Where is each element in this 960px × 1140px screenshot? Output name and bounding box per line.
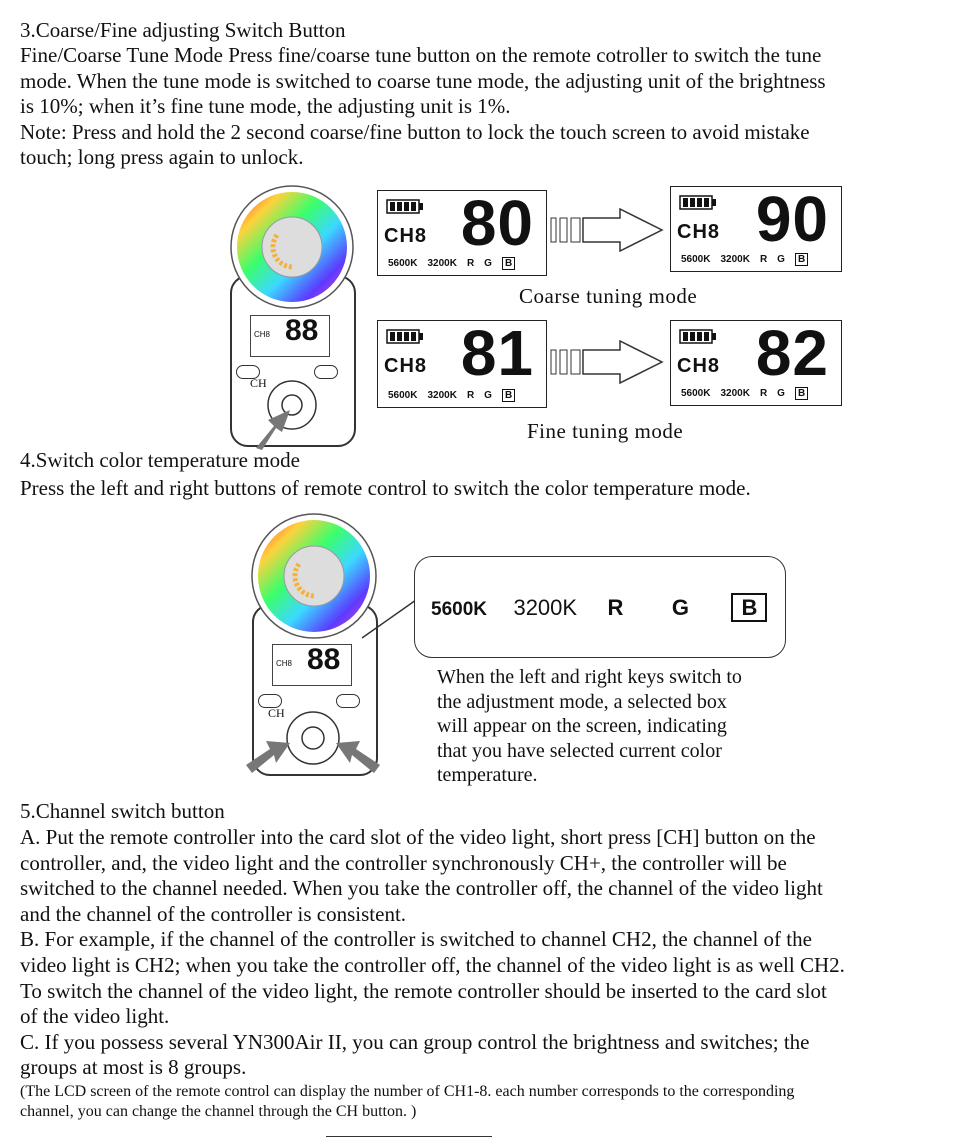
text-line: that you have selected current color — [437, 739, 722, 762]
mini-lcd-channel: CH8 — [254, 330, 271, 339]
mode-3200k: 3200K — [427, 390, 457, 401]
right-arrow-icon — [550, 208, 665, 252]
mode-g: G — [484, 258, 492, 269]
battery-icon — [679, 195, 717, 210]
callout-mode-row — [431, 595, 767, 621]
text-line: controller, and, the video light and the controller synchronously CH+, the controller will be — [20, 850, 787, 875]
mode-b: B — [502, 257, 515, 270]
battery-icon — [386, 329, 424, 344]
text-line: and the channel of the controller is consistent. — [20, 901, 407, 926]
lcd-fine-after — [670, 317, 842, 406]
text-line: mode. When the tune mode is switched to coarse tune mode, the adjusting unit of the brightness — [20, 68, 826, 93]
mode-row — [388, 390, 525, 401]
section-5-note — [20, 1082, 955, 1121]
text-line: A. Put the remote controller into the card slot of the video light, short press [CH] button on the — [20, 825, 816, 849]
mode-row — [388, 258, 525, 269]
battery-icon — [386, 199, 424, 214]
mini-lcd — [250, 315, 330, 357]
lcd-channel: CH8 — [677, 221, 721, 243]
callout-mode-g: G — [671, 595, 689, 620]
text-line: When the left and right keys switch to — [437, 666, 742, 688]
mode-b: B — [795, 387, 808, 400]
mode-3200k: 3200K — [427, 258, 457, 269]
mode-row — [681, 388, 818, 399]
mode-5600k: 5600K — [388, 258, 418, 269]
text-line: will appear on the screen, indicating — [437, 715, 727, 737]
fine-tuning-label: Fine tuning mode — [527, 419, 684, 443]
mode-5600k: 5600K — [388, 390, 418, 401]
mode-g: G — [777, 254, 785, 265]
section-3-heading: 3.Coarse/Fine adjusting Switch Button — [20, 18, 346, 42]
text-line: of the video light. — [20, 1004, 170, 1029]
battery-icon — [679, 329, 717, 344]
mode-row — [681, 254, 818, 265]
section-4-heading: 4.Switch color temperature mode — [20, 448, 300, 472]
remote-illustration — [244, 510, 394, 780]
text-line: C. If you possess several YN300Air II, you can group control the brightness and switches; the — [20, 1029, 810, 1054]
color-wheel-icon — [222, 185, 362, 310]
mode-5600k: 5600K — [681, 388, 711, 399]
section-5-heading: 5.Channel switch button — [20, 799, 225, 823]
lcd-brightness-value: 80 — [460, 187, 534, 259]
ch-label: CH — [268, 706, 285, 720]
lcd-coarse-before — [377, 187, 547, 276]
lcd-brightness-value: 82 — [755, 317, 829, 389]
lcd-channel: CH8 — [677, 355, 721, 377]
mini-lcd-value: 88 — [285, 314, 319, 347]
right-arrow-icon — [550, 340, 665, 384]
mode-5600k: 5600K — [681, 254, 711, 265]
dpad-with-arrow-icon — [252, 380, 342, 450]
text-line: To switch the channel of the video light, the remote controller should be inserted to the card slot — [20, 978, 827, 1003]
ch-label: CH — [250, 376, 267, 390]
footer-rule — [326, 1136, 492, 1137]
text-line: Note: Press and hold the 2 second coarse/fine button to lock the touch screen to avoid mistake — [20, 119, 810, 144]
lcd-brightness-value: 81 — [460, 317, 534, 389]
text-line: the adjustment mode, a selected box — [437, 690, 727, 713]
mini-lcd-channel: CH8 — [276, 659, 293, 668]
text-line: groups at most is 8 groups. — [20, 1055, 247, 1080]
remote-illustration — [222, 185, 362, 447]
text-line: is 10%; when it’s fine tune mode, the adjusting unit is 1%. — [20, 94, 511, 119]
coarse-tuning-label: Coarse tuning mode — [519, 284, 698, 308]
mode-g: G — [484, 390, 492, 401]
mode-g: G — [777, 388, 785, 399]
callout-mode-3200k: 3200K — [513, 595, 578, 620]
mode-r: R — [759, 254, 768, 265]
text-line: B. For example, if the channel of the controller is switched to channel CH2, the channel of the — [20, 927, 812, 952]
callout-mode-r: R — [607, 595, 624, 620]
mode-description — [437, 665, 777, 788]
mode-callout — [414, 556, 786, 658]
power-button[interactable] — [314, 365, 338, 379]
mode-b: B — [795, 253, 808, 266]
callout-connector — [360, 580, 420, 640]
mode-r: R — [466, 258, 475, 269]
text-line: (The LCD screen of the remote control can display the number of CH1-8. each number corresponds to the corresponding — [20, 1083, 795, 1100]
text-line: temperature. — [437, 764, 538, 786]
lcd-fine-before — [377, 317, 547, 408]
text-line: video light is CH2; when you take the controller off, the channel of the video light is as well CH2. — [20, 952, 845, 977]
lcd-brightness-value: 90 — [755, 183, 829, 255]
lcd-coarse-after — [670, 183, 842, 272]
mode-b: B — [502, 389, 515, 402]
mode-3200k: 3200K — [720, 254, 750, 265]
section-4-paragraph: Press the left and right buttons of remote control to switch the color temperature mode. — [20, 476, 751, 500]
text-line: Fine/Coarse Tune Mode Press fine/coarse tune button on the remote cotroller to switch the tune — [20, 43, 822, 67]
callout-mode-5600k: 5600K — [431, 599, 487, 620]
mode-r: R — [466, 390, 475, 401]
mini-lcd-value: 88 — [307, 643, 341, 676]
dpad-with-arrows-icon — [244, 705, 394, 780]
section-3-paragraph — [20, 43, 955, 171]
text-line: channel, you can change the channel through the CH button. ) — [20, 1102, 417, 1120]
text-line: switched to the channel needed. When you take the controller off, the channel of the video light — [20, 876, 823, 901]
lcd-channel: CH8 — [384, 225, 428, 247]
lcd-channel: CH8 — [384, 355, 428, 377]
text-line: touch; long press again to unlock. — [20, 145, 304, 170]
mode-3200k: 3200K — [720, 388, 750, 399]
callout-mode-b: B — [731, 593, 767, 622]
mode-r: R — [759, 388, 768, 399]
mini-lcd — [272, 644, 352, 686]
section-5-paragraph — [20, 825, 955, 1081]
